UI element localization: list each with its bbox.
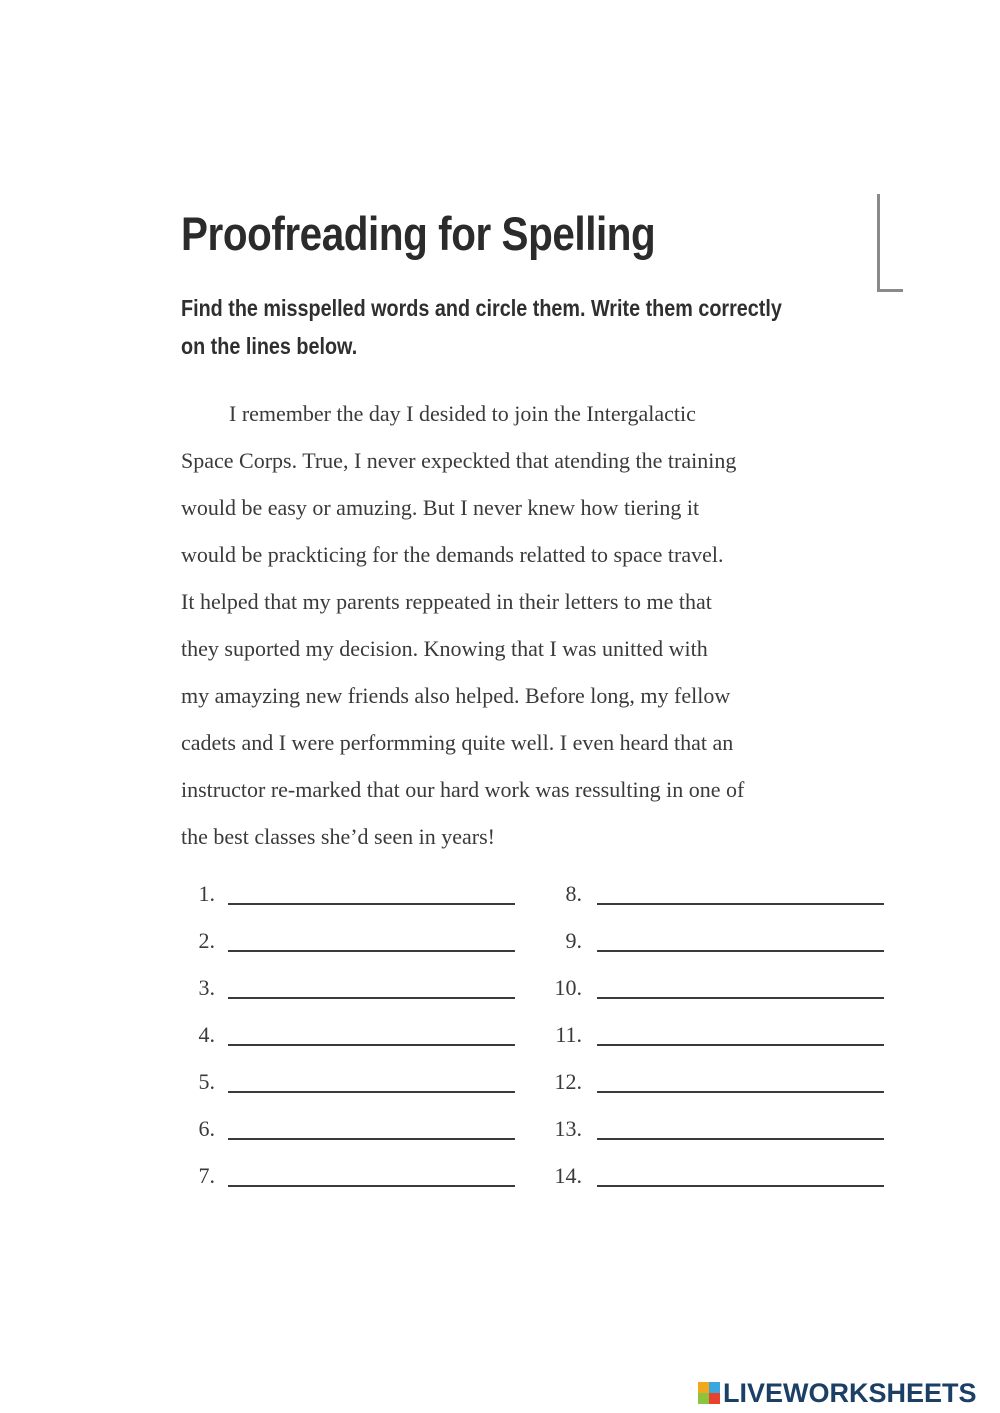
liveworksheets-logo — [698, 1378, 977, 1408]
answer-blank-field[interactable] — [228, 1185, 515, 1187]
passage-line: cadets and I were performming quite well. I even heard that an — [181, 730, 734, 755]
worksheet-title: Proofreading for Spelling — [181, 207, 656, 260]
answer-blank-field[interactable] — [597, 950, 884, 952]
answer-number: 2. — [198, 928, 215, 953]
liveworksheets-logo-icon — [698, 1382, 720, 1404]
answer-number: 5. — [198, 1069, 215, 1094]
answer-blank-field[interactable] — [597, 997, 884, 999]
answer-number: 4. — [198, 1022, 215, 1047]
answer-number: 14. — [554, 1163, 582, 1188]
passage-line: It helped that my parents reppeated in their letters to me that — [181, 589, 712, 614]
answer-number: 8. — [565, 881, 582, 906]
answer-blank-field[interactable] — [228, 1044, 515, 1046]
logo-square — [698, 1393, 709, 1404]
instructions-line: Find the misspelled words and circle them. Write them correctly — [181, 295, 782, 321]
answer-number: 12. — [554, 1069, 582, 1094]
answer-number: 10. — [554, 975, 582, 1000]
answer-blank-field[interactable] — [228, 997, 515, 999]
answer-blank-field[interactable] — [597, 1044, 884, 1046]
passage-line: the best classes she’d seen in years! — [181, 824, 496, 849]
logo-square — [698, 1382, 709, 1393]
answer-number: 6. — [198, 1116, 215, 1141]
instructions — [181, 289, 835, 365]
answer-number: 9. — [565, 928, 582, 953]
logo-square — [709, 1382, 720, 1393]
answer-blank-field[interactable] — [228, 950, 515, 952]
passage-line: instructor re-marked that our hard work was ressulting in one of — [181, 777, 745, 802]
passage-line: Space Corps. True, I never expeckted that atending the training — [181, 448, 737, 473]
answer-blank-field[interactable] — [228, 903, 515, 905]
logo-text: LIVEWORKSHEETS — [723, 1377, 977, 1408]
passage-line: my amayzing new friends also helped. Before long, my fellow — [181, 683, 731, 708]
logo-square — [709, 1393, 720, 1404]
passage-line: they suported my decision. Knowing that I was unitted with — [181, 636, 708, 661]
instructions-line: on the lines below. — [181, 333, 358, 359]
passage-line: I remember the day I desided to join the Intergalactic — [229, 401, 696, 426]
passage — [181, 390, 744, 860]
answer-number: 13. — [554, 1116, 582, 1141]
answer-blank-field[interactable] — [228, 1138, 515, 1140]
answer-number: 1. — [198, 881, 215, 906]
answer-blank-field[interactable] — [597, 1138, 884, 1140]
passage-line: would be prackticing for the demands relatted to space travel. — [181, 542, 724, 567]
answer-blank-field[interactable] — [597, 1185, 884, 1187]
answer-number: 7. — [198, 1163, 215, 1188]
corner-bracket-decoration — [877, 194, 903, 292]
passage-line: would be easy or amuzing. But I never knew how tiering it — [181, 495, 700, 520]
answer-blank-field[interactable] — [597, 1091, 884, 1093]
answer-blank-field[interactable] — [597, 903, 884, 905]
answer-number: 11. — [555, 1022, 582, 1047]
answer-number: 3. — [198, 975, 215, 1000]
answer-blank-field[interactable] — [228, 1091, 515, 1093]
